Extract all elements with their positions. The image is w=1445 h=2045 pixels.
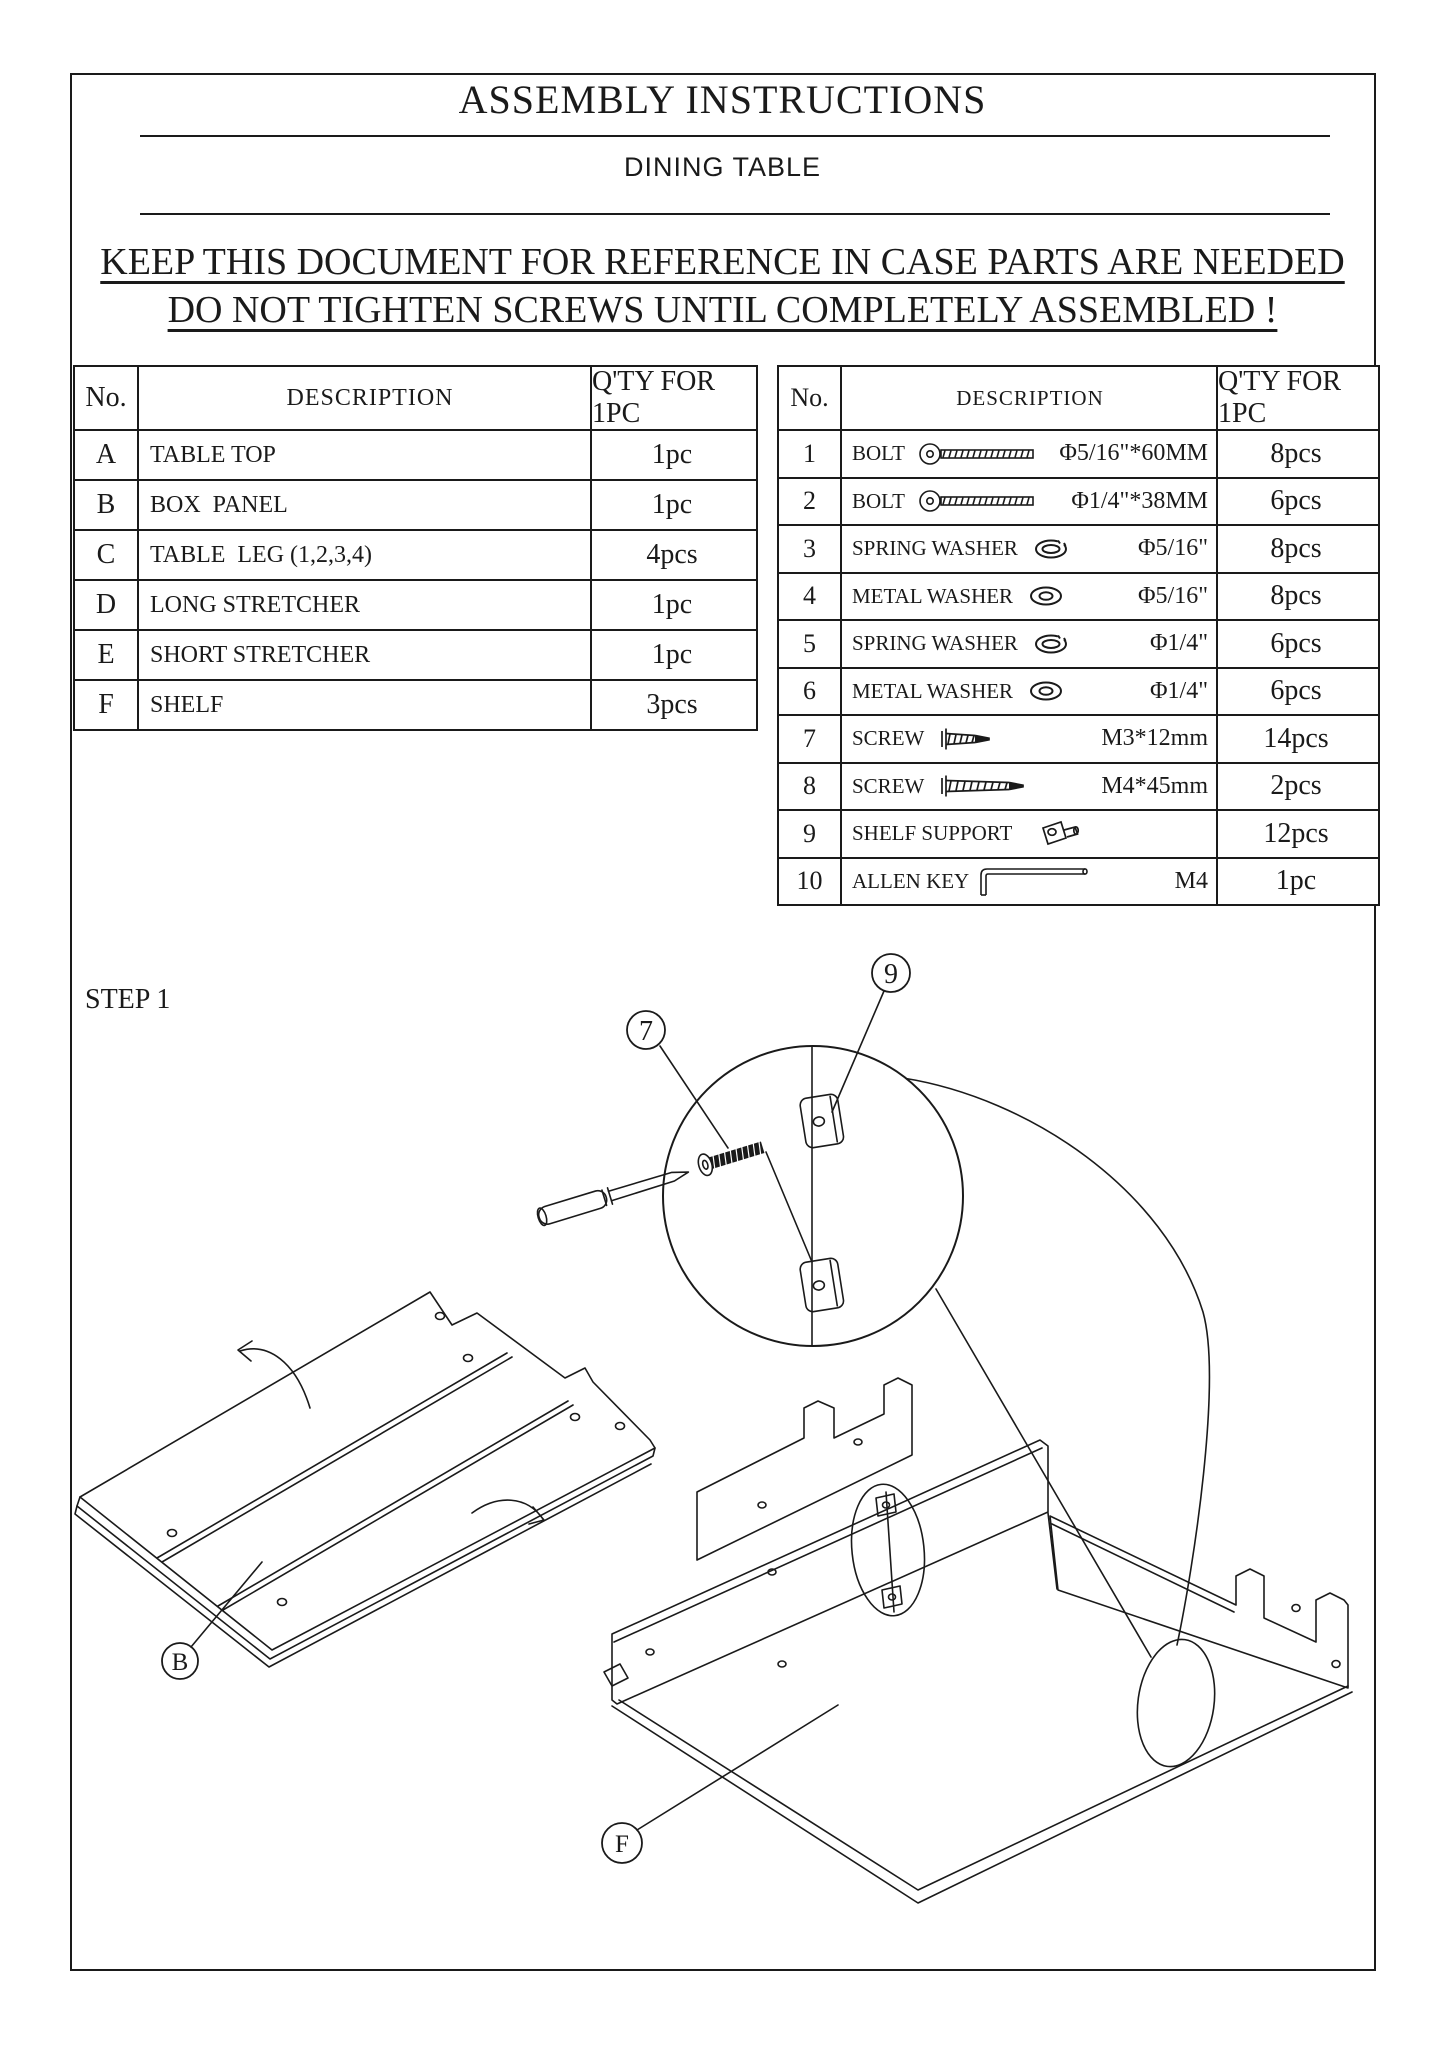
hardware-qty: 8pcs xyxy=(1216,526,1374,572)
warning-line-1: KEEP THIS DOCUMENT FOR REFERENCE IN CASE PARTS ARE NEEDED xyxy=(100,241,1345,283)
hardware-no: 9 xyxy=(803,818,816,848)
part-no: A xyxy=(95,439,117,470)
hardware-qty: 2pcs xyxy=(1216,764,1374,810)
hardware-spec: Φ1/4" xyxy=(1149,630,1208,657)
hardware-qty: 8pcs xyxy=(1216,574,1374,620)
hardware-name: SPRING WASHER xyxy=(852,631,1018,656)
parts-header-no: No. xyxy=(85,382,127,413)
part-qty: 1pc xyxy=(590,481,752,529)
hardware-qty: 1pc xyxy=(1216,859,1374,905)
hardware-spec: Φ1/4"*38MM xyxy=(1071,487,1208,514)
part-qty: 4pcs xyxy=(590,531,752,579)
hardware-no: 4 xyxy=(803,581,816,611)
hardware-spec: Φ1/4" xyxy=(1149,677,1208,704)
hardware-qty: 6pcs xyxy=(1216,621,1374,667)
part-no: B xyxy=(96,489,116,520)
hardware-name: ALLEN KEY xyxy=(852,868,970,893)
hardware-no: 10 xyxy=(796,866,823,896)
hardware-header-no: No. xyxy=(790,383,829,412)
hardware-header-qty: Q'TY FOR 1PC xyxy=(1216,367,1374,429)
hardware-qty: 6pcs xyxy=(1216,479,1374,525)
hardware-name: BOLT xyxy=(852,441,905,466)
part-qty: 1pc xyxy=(590,581,752,629)
hardware-name: METAL WASHER xyxy=(852,583,1014,608)
hardware-spec: M3*12mm xyxy=(1101,725,1208,752)
hardware-name: SCREW xyxy=(852,773,925,798)
page-subtitle: DINING TABLE xyxy=(623,152,822,182)
hardware-spec: M4*45mm xyxy=(1101,772,1208,799)
highlight-ellipse-right xyxy=(1129,1634,1222,1771)
page-title: ASSEMBLY INSTRUCTIONS xyxy=(458,77,987,122)
part-no: D xyxy=(95,589,117,620)
hardware-spec: Φ5/16" xyxy=(1137,582,1208,609)
parts-header-description: DESCRIPTION xyxy=(137,367,590,429)
callout-F-label: F xyxy=(615,1831,629,1858)
hardware-header-description: DESCRIPTION xyxy=(840,367,1216,429)
hardware-spec: Φ5/16"*60MM xyxy=(1059,440,1208,467)
part-no: C xyxy=(96,539,116,570)
hardware-name: SCREW xyxy=(852,726,925,751)
callout-B-label: B xyxy=(171,1649,189,1676)
step-label: STEP 1 xyxy=(85,984,171,1015)
box-panel-drawing xyxy=(75,1292,655,1667)
hardware-no: 6 xyxy=(803,676,816,706)
hardware-qty: 6pcs xyxy=(1216,669,1374,715)
hardware-no: 2 xyxy=(803,486,816,516)
hardware-qty: 12pcs xyxy=(1216,811,1374,857)
warning-line-2: DO NOT TIGHTEN SCREWS UNTIL COMPLETELY ASSEMBLED ! xyxy=(167,289,1278,331)
hardware-no: 5 xyxy=(803,628,816,658)
part-description: LONG STRETCHER xyxy=(137,581,590,629)
hardware-spec: M4 xyxy=(1174,867,1208,894)
hardware-no: 3 xyxy=(803,533,816,563)
part-qty: 1pc xyxy=(590,431,752,479)
hardware-spec: Φ5/16" xyxy=(1137,535,1208,562)
callout-7-label: 7 xyxy=(639,1016,653,1047)
part-no: E xyxy=(97,639,115,670)
callout-9-label: 9 xyxy=(884,959,898,990)
hardware-name: BOLT xyxy=(852,488,905,513)
hardware-qty: 14pcs xyxy=(1216,716,1374,762)
part-description: SHELF xyxy=(137,681,590,729)
detail-circle xyxy=(663,1046,963,1346)
hardware-no: 7 xyxy=(803,723,816,753)
part-description: TABLE LEG (1,2,3,4) xyxy=(137,531,590,579)
part-description: TABLE TOP xyxy=(137,431,590,479)
parts-header-qty: Q'TY FOR 1PC xyxy=(590,367,752,429)
part-qty: 1pc xyxy=(590,631,752,679)
hardware-qty: 8pcs xyxy=(1216,431,1374,477)
part-no: F xyxy=(98,689,114,720)
hardware-no: 1 xyxy=(803,438,816,468)
part-description: BOX PANEL xyxy=(137,481,590,529)
part-description: SHORT STRETCHER xyxy=(137,631,590,679)
shelf-box-drawing xyxy=(604,1378,1352,1903)
hardware-no: 8 xyxy=(803,771,816,801)
hardware-name: METAL WASHER xyxy=(852,678,1014,703)
hardware-name: SHELF SUPPORT xyxy=(852,821,1013,846)
part-qty: 3pcs xyxy=(590,681,752,729)
hardware-name: SPRING WASHER xyxy=(852,536,1018,561)
